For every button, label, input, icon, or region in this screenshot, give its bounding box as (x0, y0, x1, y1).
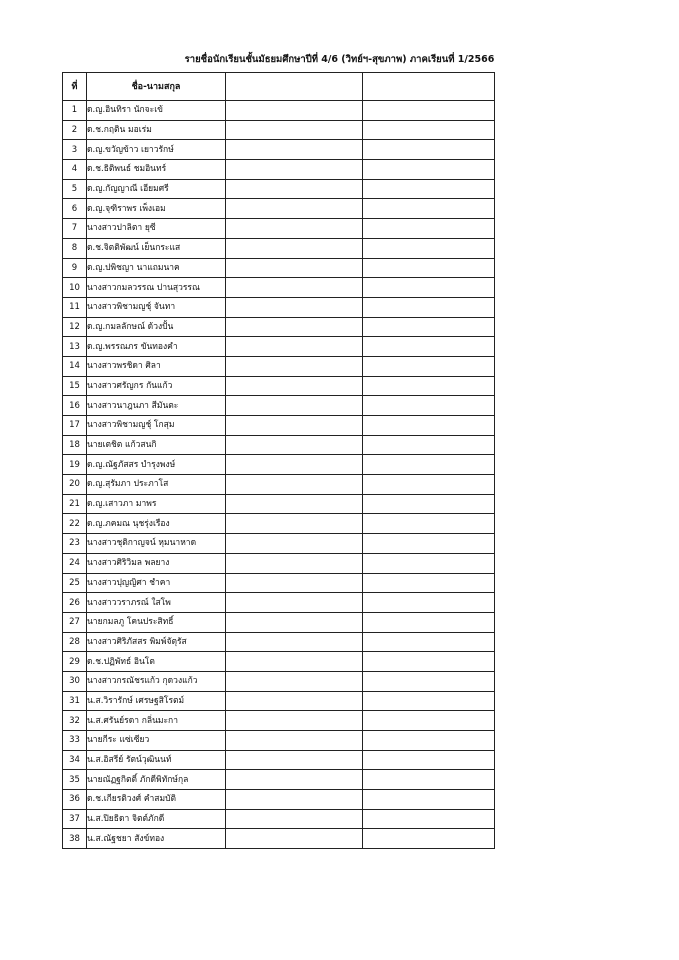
row-number: 25 (63, 573, 87, 593)
blank-cell (226, 356, 363, 376)
student-roster-table (62, 72, 495, 849)
student-name: นางสาวศรัญกร กันแก้ว (87, 376, 226, 396)
student-name: น.ส.ศรันย์รดา กลิ่นมะกา (87, 711, 226, 731)
blank-cell (363, 612, 495, 632)
blank-cell (226, 416, 363, 436)
table-row (63, 593, 495, 613)
blank-cell (363, 120, 495, 140)
row-number: 37 (63, 809, 87, 829)
student-name: ด.ญ.กัญญาณี เอียมศรี (87, 179, 226, 199)
row-number: 24 (63, 553, 87, 573)
blank-cell (226, 140, 363, 160)
table-row (63, 750, 495, 770)
table-row (63, 199, 495, 219)
row-number: 10 (63, 278, 87, 298)
row-number: 20 (63, 475, 87, 495)
blank-cell (226, 573, 363, 593)
row-number: 8 (63, 238, 87, 258)
row-number: 4 (63, 160, 87, 180)
student-name: นายณัฏฐกิตติ์ ภักดีพิทักษ์กุล (87, 770, 226, 790)
blank-cell (226, 790, 363, 810)
blank-cell (226, 101, 363, 121)
student-name: นางสาวปาลิตา ยุซี (87, 219, 226, 239)
row-number: 12 (63, 317, 87, 337)
blank-cell (226, 731, 363, 751)
blank-cell (363, 160, 495, 180)
blank-cell (363, 435, 495, 455)
table-row (63, 514, 495, 534)
blank-cell (363, 219, 495, 239)
student-name: ด.ญ.อินทิรา นักจะเข้ (87, 101, 226, 121)
student-name: ด.ญ.ปพิชญา นาแถมนาค (87, 258, 226, 278)
blank-cell (363, 731, 495, 751)
student-name: ด.ญ.จุฑิราพร เพ็งเอม (87, 199, 226, 219)
blank-cell (363, 416, 495, 436)
student-name: ด.ช.ปฏิพัทธ์ อินโต (87, 652, 226, 672)
table-row (63, 455, 495, 475)
table-row (63, 317, 495, 337)
blank-cell (226, 120, 363, 140)
table-row (63, 101, 495, 121)
blank-cell (363, 829, 495, 849)
blank-cell (226, 711, 363, 731)
student-name: นางสาวกรณัชรแก้ว กุดวงแก้ว (87, 671, 226, 691)
blank-cell (363, 337, 495, 357)
student-name: นางสาวปุญญิศา ชำคา (87, 573, 226, 593)
blank-cell (226, 278, 363, 298)
row-number: 38 (63, 829, 87, 849)
student-name: ด.ช.กฤติน มอเร่ม (87, 120, 226, 140)
header-number: ที่ (63, 73, 87, 101)
blank-cell (363, 770, 495, 790)
blank-cell (226, 691, 363, 711)
row-number: 34 (63, 750, 87, 770)
blank-cell (226, 179, 363, 199)
blank-cell (226, 593, 363, 613)
student-name: น.ส.วิรารักษ์ เศรษฐสิโรตม์ (87, 691, 226, 711)
row-number: 31 (63, 691, 87, 711)
student-name: ด.ญ.กมลลักษณ์ ด้วงปั้น (87, 317, 226, 337)
row-number: 9 (63, 258, 87, 278)
row-number: 14 (63, 356, 87, 376)
student-name: นางสาวพิชามญชุ์ จันทา (87, 297, 226, 317)
row-number: 21 (63, 494, 87, 514)
blank-cell (226, 750, 363, 770)
blank-cell (363, 750, 495, 770)
table-row (63, 297, 495, 317)
page-title: รายชื่อนักเรียนชั้นมัธยมศึกษาปีที่ 4/6 (วิทย์ฯ-สุขภาพ) ภาคเรียนที่ 1/2566 (184, 54, 495, 65)
student-name: ด.ญ.สุรัมภา ประภาโส (87, 475, 226, 495)
row-number: 5 (63, 179, 87, 199)
blank-cell (363, 632, 495, 652)
blank-cell (226, 317, 363, 337)
table-row (63, 238, 495, 258)
row-number: 16 (63, 396, 87, 416)
blank-cell (363, 711, 495, 731)
row-number: 18 (63, 435, 87, 455)
table-row (63, 278, 495, 298)
table-row (63, 140, 495, 160)
student-name: ด.ช.จิตติพัฒน์ เย็นกระแส (87, 238, 226, 258)
blank-cell (226, 534, 363, 554)
row-number: 29 (63, 652, 87, 672)
row-number: 19 (63, 455, 87, 475)
student-name: นางสาวศิริภัสสร พิมพ์จัตุรัส (87, 632, 226, 652)
row-number: 11 (63, 297, 87, 317)
blank-cell (226, 612, 363, 632)
student-name: นายเตชิต แก้วสนกิ (87, 435, 226, 455)
header-name: ชื่อ-นามสกุล (87, 73, 226, 101)
student-name: น.ส.อิสรีย์ รัตน์วุฒินนท์ (87, 750, 226, 770)
table-row (63, 416, 495, 436)
table-row (63, 120, 495, 140)
blank-cell (363, 101, 495, 121)
table-row (63, 731, 495, 751)
table-row (63, 573, 495, 593)
blank-cell (226, 770, 363, 790)
row-number: 2 (63, 120, 87, 140)
blank-cell (226, 553, 363, 573)
student-name: นางสาวศิริวิมล พลยาง (87, 553, 226, 573)
blank-cell (363, 199, 495, 219)
table-row (63, 258, 495, 278)
table-row (63, 534, 495, 554)
row-number: 23 (63, 534, 87, 554)
table-row (63, 829, 495, 849)
blank-cell (226, 829, 363, 849)
student-name: นางสาวกมลวรรณ ปานสุวรรณ (87, 278, 226, 298)
row-number: 15 (63, 376, 87, 396)
blank-cell (363, 494, 495, 514)
student-name: นางสาวชุติกาญจน์ หุมนาหาด (87, 534, 226, 554)
blank-cell (226, 455, 363, 475)
table-row (63, 691, 495, 711)
blank-cell (226, 632, 363, 652)
blank-cell (363, 573, 495, 593)
table-row (63, 790, 495, 810)
blank-cell (226, 258, 363, 278)
table-row (63, 356, 495, 376)
row-number: 13 (63, 337, 87, 357)
blank-cell (226, 219, 363, 239)
student-name: น.ส.ณัฐชยา สังข์ทอง (87, 829, 226, 849)
blank-cell (363, 258, 495, 278)
table-row (63, 494, 495, 514)
table-row (63, 770, 495, 790)
table-row (63, 711, 495, 731)
student-name: นางสาวพิชามญชุ์ โกสุม (87, 416, 226, 436)
blank-cell (363, 179, 495, 199)
student-name: นางสาวพรชิดา ศิลา (87, 356, 226, 376)
row-number: 7 (63, 219, 87, 239)
blank-cell (226, 514, 363, 534)
table-row (63, 179, 495, 199)
blank-cell (363, 671, 495, 691)
blank-cell (363, 691, 495, 711)
row-number: 30 (63, 671, 87, 691)
blank-cell (363, 790, 495, 810)
blank-cell (363, 455, 495, 475)
row-number: 26 (63, 593, 87, 613)
row-number: 1 (63, 101, 87, 121)
blank-cell (363, 475, 495, 495)
blank-cell (363, 140, 495, 160)
blank-cell (226, 199, 363, 219)
blank-cell (363, 297, 495, 317)
blank-cell (363, 534, 495, 554)
table-header-row (63, 73, 495, 101)
blank-cell (363, 553, 495, 573)
header-blank-2 (363, 73, 495, 101)
blank-cell (363, 376, 495, 396)
blank-cell (363, 238, 495, 258)
row-number: 17 (63, 416, 87, 436)
table-body (63, 101, 495, 849)
blank-cell (226, 435, 363, 455)
blank-cell (363, 652, 495, 672)
table-row (63, 553, 495, 573)
student-name: ด.ช.เกียรติวงศ์ คำสมบัติ (87, 790, 226, 810)
blank-cell (363, 278, 495, 298)
student-name: ด.ญ.ภคมณ นุชรุ่งเรือง (87, 514, 226, 534)
student-name: นายกีระ แซ่เซียว (87, 731, 226, 751)
table-row (63, 337, 495, 357)
table-row (63, 376, 495, 396)
table-row (63, 612, 495, 632)
blank-cell (226, 396, 363, 416)
blank-cell (226, 475, 363, 495)
row-number: 35 (63, 770, 87, 790)
student-name: ด.ญ.ขวัญข้าว เยาวรักษ์ (87, 140, 226, 160)
row-number: 32 (63, 711, 87, 731)
table-row (63, 475, 495, 495)
row-number: 33 (63, 731, 87, 751)
student-name: นายกมลภู โคนประสิทธิ์ (87, 612, 226, 632)
blank-cell (226, 337, 363, 357)
student-name: ด.ญ.พรรณภร ขันทองคำ (87, 337, 226, 357)
blank-cell (363, 396, 495, 416)
row-number: 3 (63, 140, 87, 160)
blank-cell (226, 652, 363, 672)
row-number: 22 (63, 514, 87, 534)
row-number: 36 (63, 790, 87, 810)
student-name: ด.ญ.เสาวภา มาพร (87, 494, 226, 514)
table-row (63, 160, 495, 180)
blank-cell (226, 494, 363, 514)
table-row (63, 632, 495, 652)
table-row (63, 219, 495, 239)
row-number: 27 (63, 612, 87, 632)
row-number: 28 (63, 632, 87, 652)
blank-cell (363, 317, 495, 337)
blank-cell (363, 809, 495, 829)
table-row (63, 435, 495, 455)
student-name: ด.ญ.ณัฐภัสสร บำรุงพงษ์ (87, 455, 226, 475)
table-row (63, 809, 495, 829)
student-name: นางสาววราภรณ์ ใสโพ (87, 593, 226, 613)
student-name: น.ส.ปิยธิดา จิตต์ภักดี (87, 809, 226, 829)
header-blank-1 (226, 73, 363, 101)
table-row (63, 652, 495, 672)
blank-cell (226, 297, 363, 317)
blank-cell (226, 809, 363, 829)
table-row (63, 396, 495, 416)
blank-cell (226, 238, 363, 258)
blank-cell (363, 514, 495, 534)
row-number: 6 (63, 199, 87, 219)
student-name: นางสาวนาฎนภา สีมันตะ (87, 396, 226, 416)
blank-cell (363, 593, 495, 613)
blank-cell (226, 376, 363, 396)
blank-cell (226, 160, 363, 180)
blank-cell (226, 671, 363, 691)
student-name: ด.ช.ธิติพนธ์ ชมอินทร์ (87, 160, 226, 180)
blank-cell (363, 356, 495, 376)
table-row (63, 671, 495, 691)
